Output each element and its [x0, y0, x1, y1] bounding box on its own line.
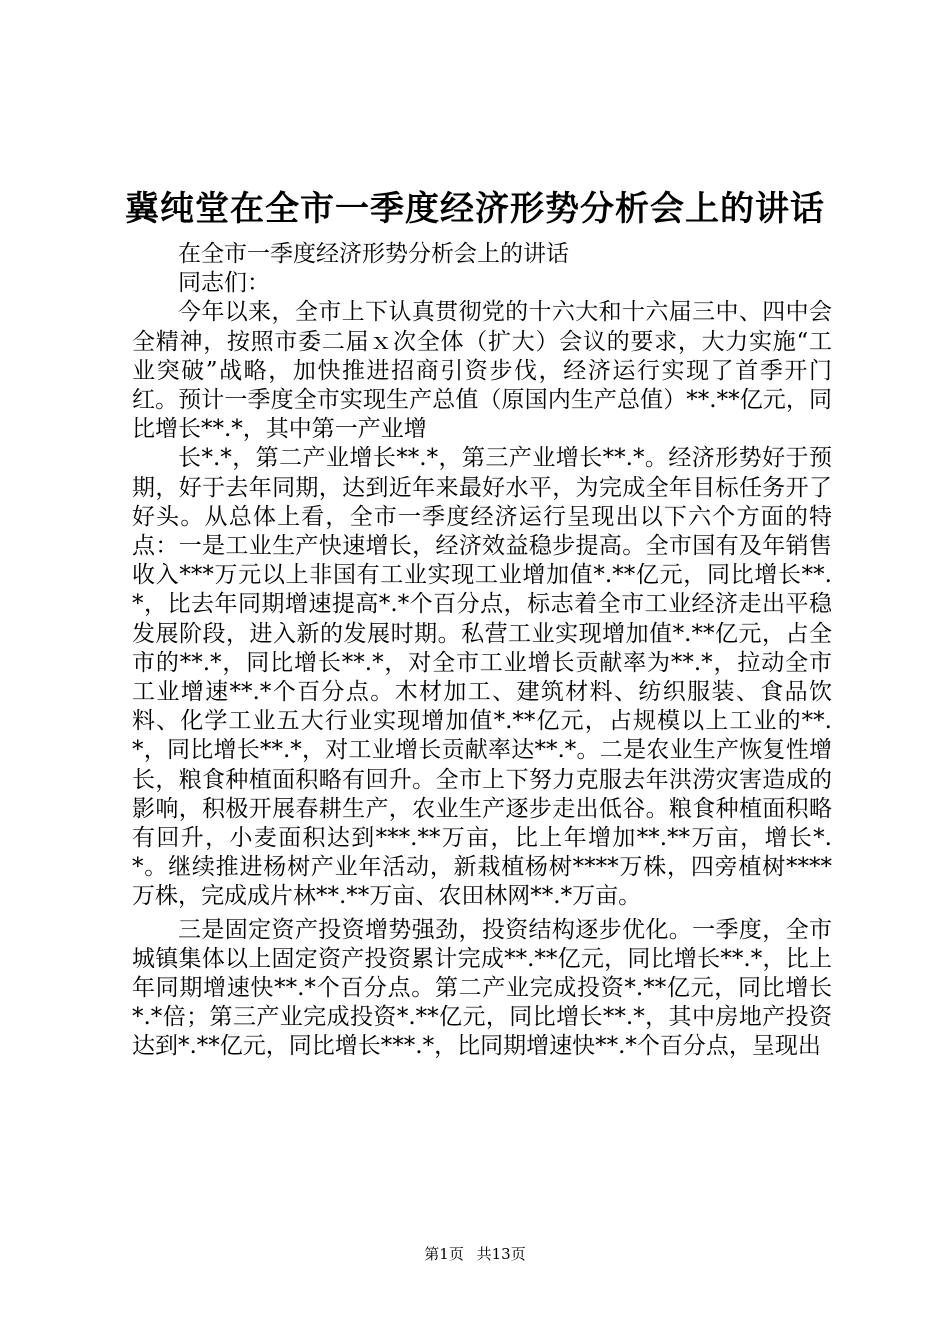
salutation-paragraph: 同志们：	[178, 270, 270, 297]
document-title: 冀纯堂在全市一季度经济形势分析会上的讲话	[125, 189, 825, 229]
body-paragraph: 今年以来，全市上下认真贯彻党的十六大和十六届三中、四中会全精神，按照市委二届ｘ次全体（扩大）会议的要求，大力实施“工业突破”战略，加快推进招商引资步伐，经济运行实现了首季开门红。预计一季度全市实现生产总值（原国内生产总值）**.**亿元，同比增长**.*，其中第一产业增	[132, 299, 832, 443]
page-total: 共13页	[476, 1245, 526, 1263]
page-number: 第1页	[424, 1245, 464, 1263]
document-body	[132, 240, 832, 1062]
page-footer	[0, 1244, 950, 1264]
body-paragraph: 三是固定资产投资增势强劲，投资结构逐步优化。一季度，全市城镇集体以上固定资产投资累计完成**.**亿元，同比增长**.*，比上年同期增速快**.*个百分点。第二产业完成投资*.**亿元，同比增长*.*倍；第三产业完成投资*.**亿元，同比增长**.*，其中房地产投资达到*.**亿元，同比增长***.*，比同期增速快**.*个百分点，呈现出	[132, 916, 832, 1060]
subtitle-paragraph: 在全市一季度经济形势分析会上的讲话	[178, 241, 569, 267]
body-paragraph: 长*.*，第二产业增长**.*，第三产业增长**.*。经济形势好于预期，好于去年同期，达到近年来最好水平，为完成全年目标任务开了好头。从总体上看，全市一季度经济运行呈现出以下六个方面的特点：一是工业生产快速增长，经济效益稳步提高。全市国有及年销售收入***万元以上非国有工业实现工业增加值*.**亿元，同比增长**.*，比去年同期增速提高*.*个百分点，标志着全市工业经济走出平稳发展阶段，进入新的发展时期。私营工业实现增加值*.**亿元，占全市的**.*，同比增长**.*，对全市工业增长贡献率为**.*，拉动全市工业增速**.*个百分点。木材加工、建筑材料、纺织服装、食品饮料、化学工业五大行业实现增加值*.**亿元，占规模以上工业的**.*，同比增长**.*，对工业增长贡献率达**.*。二是农业生产恢复性增长，粮食种植面积略有回升。全市上下努力克服去年洪涝灾害造成的影响，积极开展春耕生产，农业生产逐步走出低谷。粮食种植面积略有回升，小麦面积达到***.**万亩，比上年增加**.**万亩，增长*.*。继续推进杨树产业年活动，新栽植杨树****万株，四旁植树****万株，完成成片林**.**万亩、农田林网**.*万亩。	[132, 445, 832, 910]
